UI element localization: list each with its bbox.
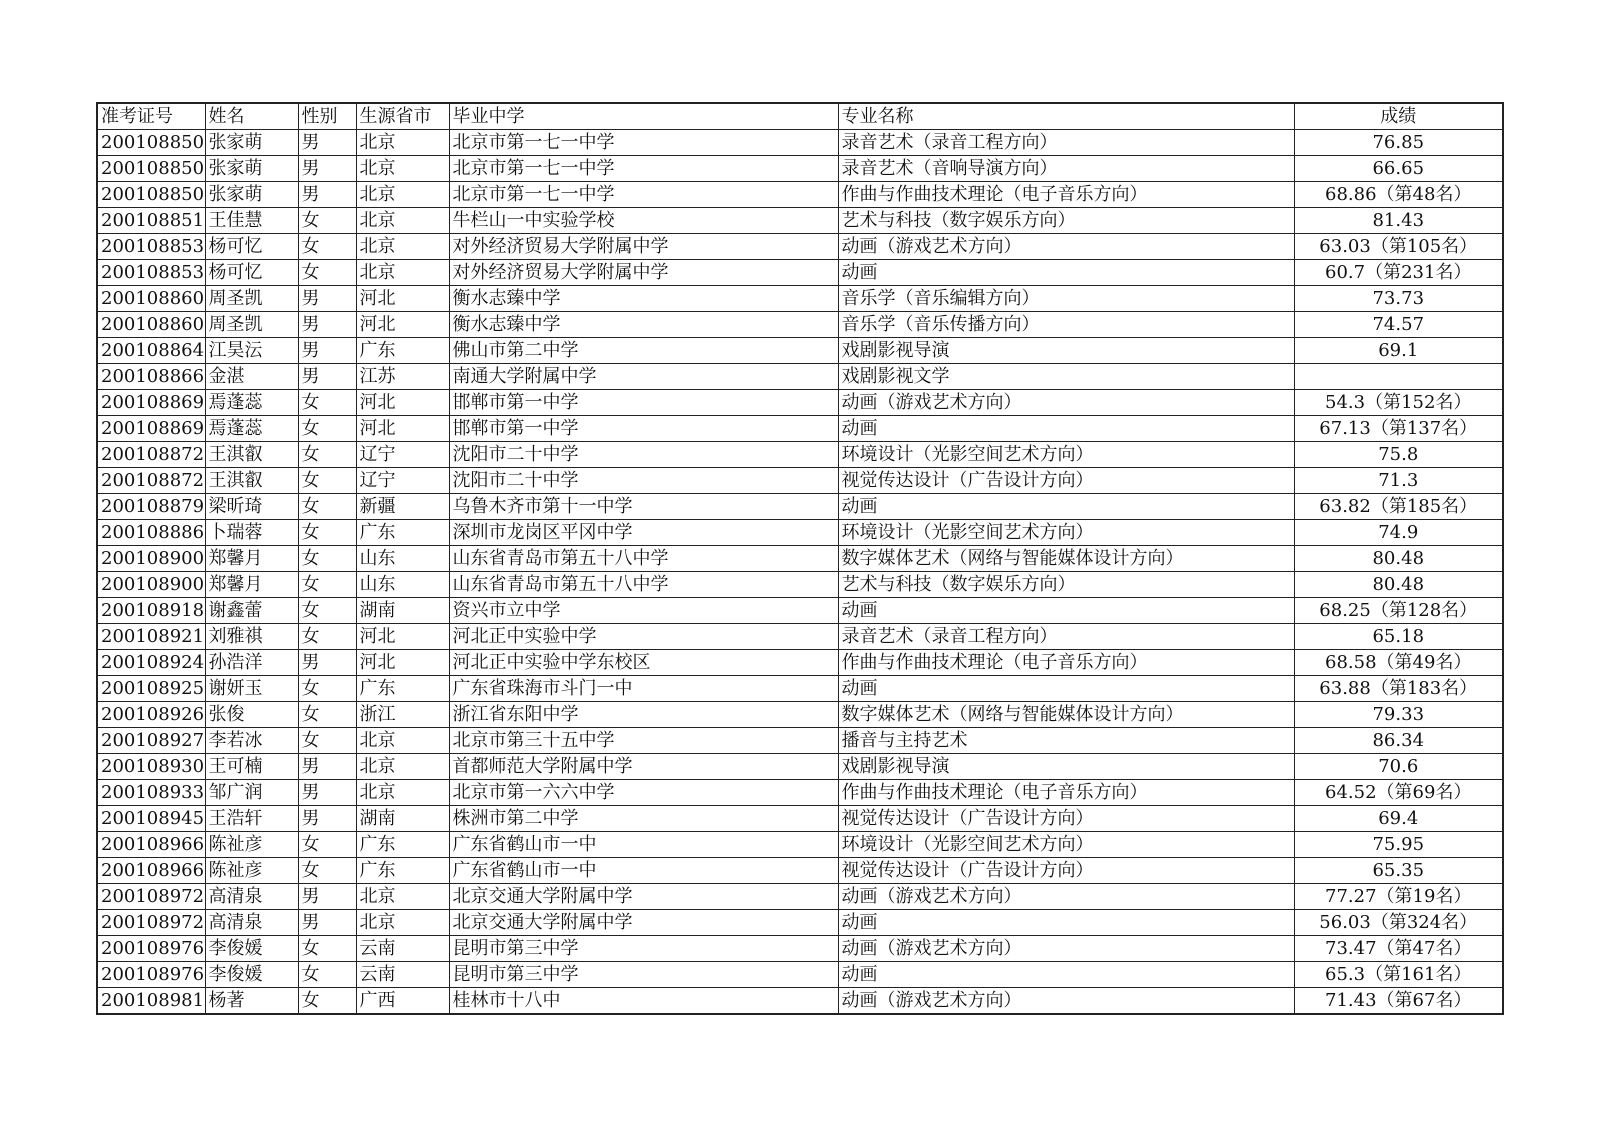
cell-major: 动画 [838, 676, 1294, 702]
cell-high-school: 牛栏山一中实验学校 [449, 208, 838, 234]
cell-name: 李若冰 [205, 728, 298, 754]
cell-exam-id: 200108981 [97, 988, 205, 1015]
cell-major: 动画 [838, 416, 1294, 442]
cell-score: 63.03（第105名） [1294, 234, 1503, 260]
cell-province: 广东 [356, 520, 449, 546]
cell-major: 艺术与科技（数字娱乐方向） [838, 572, 1294, 598]
cell-major: 戏剧影视导演 [838, 754, 1294, 780]
column-header-gender: 性别 [298, 103, 356, 130]
cell-major: 播音与主持艺术 [838, 728, 1294, 754]
table-row [97, 910, 1503, 936]
cell-high-school: 北京交通大学附属中学 [449, 884, 838, 910]
cell-score: 74.57 [1294, 312, 1503, 338]
cell-major: 数字媒体艺术（网络与智能媒体设计方向） [838, 546, 1294, 572]
cell-exam-id: 200108918 [97, 598, 205, 624]
cell-province: 云南 [356, 962, 449, 988]
cell-province: 广东 [356, 676, 449, 702]
cell-gender: 男 [298, 130, 356, 156]
cell-province: 新疆 [356, 494, 449, 520]
table-row [97, 156, 1503, 182]
cell-score: 68.86（第48名） [1294, 182, 1503, 208]
cell-score: 75.8 [1294, 442, 1503, 468]
cell-major: 音乐学（音乐传播方向） [838, 312, 1294, 338]
cell-major: 环境设计（光影空间艺术方向） [838, 442, 1294, 468]
cell-major: 视觉传达设计（广告设计方向） [838, 806, 1294, 832]
cell-name: 杨著 [205, 988, 298, 1015]
table-row [97, 546, 1503, 572]
cell-high-school: 广东省鹤山市一中 [449, 858, 838, 884]
cell-score: 65.35 [1294, 858, 1503, 884]
results-sheet [96, 102, 1502, 1015]
cell-major: 录音艺术（录音工程方向） [838, 130, 1294, 156]
column-header-score: 成绩 [1294, 103, 1503, 130]
table-row [97, 364, 1503, 390]
cell-high-school: 沈阳市二十中学 [449, 468, 838, 494]
column-header-major: 专业名称 [838, 103, 1294, 130]
cell-high-school: 北京市第一七一中学 [449, 130, 838, 156]
cell-province: 广东 [356, 858, 449, 884]
cell-province: 山东 [356, 572, 449, 598]
table-row [97, 598, 1503, 624]
cell-gender: 女 [298, 832, 356, 858]
cell-exam-id: 200108966 [97, 858, 205, 884]
cell-high-school: 山东省青岛市第五十八中学 [449, 572, 838, 598]
table-row [97, 442, 1503, 468]
cell-province: 广西 [356, 988, 449, 1015]
table-row [97, 806, 1503, 832]
cell-score: 75.95 [1294, 832, 1503, 858]
cell-exam-id: 200108886 [97, 520, 205, 546]
cell-gender: 男 [298, 338, 356, 364]
table-row [97, 260, 1503, 286]
cell-gender: 女 [298, 702, 356, 728]
cell-score: 65.18 [1294, 624, 1503, 650]
cell-gender: 男 [298, 650, 356, 676]
cell-exam-id: 200108860 [97, 286, 205, 312]
cell-name: 邹广润 [205, 780, 298, 806]
cell-high-school: 乌鲁木齐市第十一中学 [449, 494, 838, 520]
cell-province: 河北 [356, 624, 449, 650]
table-row [97, 312, 1503, 338]
cell-name: 周圣凯 [205, 312, 298, 338]
cell-high-school: 昆明市第三中学 [449, 936, 838, 962]
table-row [97, 338, 1503, 364]
cell-high-school: 株洲市第二中学 [449, 806, 838, 832]
cell-major: 环境设计（光影空间艺术方向） [838, 832, 1294, 858]
cell-province: 北京 [356, 260, 449, 286]
cell-name: 王可楠 [205, 754, 298, 780]
cell-name: 张家萌 [205, 182, 298, 208]
table-row [97, 130, 1503, 156]
cell-exam-id: 200108850 [97, 130, 205, 156]
cell-gender: 女 [298, 572, 356, 598]
cell-high-school: 对外经济贸易大学附属中学 [449, 234, 838, 260]
cell-score: 81.43 [1294, 208, 1503, 234]
cell-province: 河北 [356, 650, 449, 676]
cell-name: 谢妍玉 [205, 676, 298, 702]
cell-name: 焉蓬蕊 [205, 416, 298, 442]
cell-gender: 女 [298, 598, 356, 624]
table-row [97, 234, 1503, 260]
cell-high-school: 北京市第一七一中学 [449, 182, 838, 208]
column-header-name: 姓名 [205, 103, 298, 130]
cell-major: 戏剧影视导演 [838, 338, 1294, 364]
cell-exam-id: 200108864 [97, 338, 205, 364]
cell-high-school: 广东省珠海市斗门一中 [449, 676, 838, 702]
column-header-exam-id: 准考证号 [97, 103, 205, 130]
cell-high-school: 浙江省东阳中学 [449, 702, 838, 728]
table-row [97, 884, 1503, 910]
table-row [97, 676, 1503, 702]
cell-score: 71.3 [1294, 468, 1503, 494]
cell-province: 北京 [356, 156, 449, 182]
table-row [97, 832, 1503, 858]
table-body [97, 130, 1503, 1015]
cell-gender: 女 [298, 728, 356, 754]
cell-score: 77.27（第19名） [1294, 884, 1503, 910]
cell-name: 刘雅祺 [205, 624, 298, 650]
cell-exam-id: 200108872 [97, 442, 205, 468]
cell-high-school: 广东省鹤山市一中 [449, 832, 838, 858]
cell-major: 艺术与科技（数字娱乐方向） [838, 208, 1294, 234]
cell-exam-id: 200108869 [97, 390, 205, 416]
cell-score: 80.48 [1294, 546, 1503, 572]
cell-high-school: 山东省青岛市第五十八中学 [449, 546, 838, 572]
cell-gender: 男 [298, 182, 356, 208]
cell-province: 浙江 [356, 702, 449, 728]
cell-high-school: 昆明市第三中学 [449, 962, 838, 988]
cell-major: 视觉传达设计（广告设计方向） [838, 468, 1294, 494]
table-header-row [97, 103, 1503, 130]
cell-major: 动画（游戏艺术方向） [838, 234, 1294, 260]
cell-exam-id: 200108869 [97, 416, 205, 442]
cell-name: 李俊媛 [205, 962, 298, 988]
cell-province: 湖南 [356, 806, 449, 832]
cell-high-school: 深圳市龙岗区平冈中学 [449, 520, 838, 546]
cell-province: 北京 [356, 234, 449, 260]
cell-gender: 男 [298, 312, 356, 338]
cell-name: 杨可忆 [205, 260, 298, 286]
cell-high-school: 南通大学附属中学 [449, 364, 838, 390]
cell-high-school: 河北正中实验中学东校区 [449, 650, 838, 676]
cell-exam-id: 200108921 [97, 624, 205, 650]
cell-gender: 女 [298, 234, 356, 260]
table-row [97, 988, 1503, 1015]
cell-score: 64.52（第69名） [1294, 780, 1503, 806]
cell-major: 动画（游戏艺术方向） [838, 390, 1294, 416]
table-row [97, 780, 1503, 806]
cell-score: 63.82（第185名） [1294, 494, 1503, 520]
table-row [97, 208, 1503, 234]
cell-exam-id: 200108926 [97, 702, 205, 728]
cell-province: 北京 [356, 884, 449, 910]
cell-name: 金湛 [205, 364, 298, 390]
cell-exam-id: 200108924 [97, 650, 205, 676]
cell-name: 周圣凯 [205, 286, 298, 312]
cell-name: 张俊 [205, 702, 298, 728]
table-row [97, 416, 1503, 442]
cell-name: 高清泉 [205, 910, 298, 936]
cell-exam-id: 200108972 [97, 884, 205, 910]
cell-gender: 男 [298, 286, 356, 312]
table-row [97, 728, 1503, 754]
cell-high-school: 邯郸市第一中学 [449, 416, 838, 442]
cell-gender: 女 [298, 858, 356, 884]
cell-gender: 男 [298, 780, 356, 806]
cell-exam-id: 200108976 [97, 962, 205, 988]
cell-major: 录音艺术（音响导演方向） [838, 156, 1294, 182]
table-row [97, 650, 1503, 676]
cell-major: 音乐学（音乐编辑方向） [838, 286, 1294, 312]
cell-gender: 男 [298, 884, 356, 910]
cell-high-school: 北京市第三十五中学 [449, 728, 838, 754]
cell-gender: 女 [298, 442, 356, 468]
cell-high-school: 北京市第一六六中学 [449, 780, 838, 806]
cell-exam-id: 200108925 [97, 676, 205, 702]
cell-exam-id: 200108850 [97, 182, 205, 208]
cell-high-school: 衡水志臻中学 [449, 286, 838, 312]
cell-gender: 女 [298, 260, 356, 286]
cell-score: 86.34 [1294, 728, 1503, 754]
results-table [96, 102, 1504, 1015]
cell-exam-id: 200108900 [97, 572, 205, 598]
cell-province: 辽宁 [356, 468, 449, 494]
cell-major: 动画 [838, 260, 1294, 286]
cell-name: 孙浩洋 [205, 650, 298, 676]
cell-province: 北京 [356, 780, 449, 806]
cell-score: 69.1 [1294, 338, 1503, 364]
cell-name: 王淇叡 [205, 442, 298, 468]
cell-province: 北京 [356, 728, 449, 754]
cell-province: 辽宁 [356, 442, 449, 468]
table-row [97, 390, 1503, 416]
cell-province: 北京 [356, 208, 449, 234]
cell-exam-id: 200108879 [97, 494, 205, 520]
cell-high-school: 桂林市十八中 [449, 988, 838, 1015]
cell-score [1294, 364, 1503, 390]
cell-major: 动画 [838, 962, 1294, 988]
cell-high-school: 北京市第一七一中学 [449, 156, 838, 182]
cell-name: 王佳慧 [205, 208, 298, 234]
cell-gender: 女 [298, 390, 356, 416]
cell-name: 张家萌 [205, 130, 298, 156]
table-row [97, 936, 1503, 962]
cell-gender: 女 [298, 962, 356, 988]
cell-exam-id: 200108933 [97, 780, 205, 806]
cell-score: 56.03（第324名） [1294, 910, 1503, 936]
cell-major: 动画 [838, 598, 1294, 624]
table-row [97, 624, 1503, 650]
cell-name: 卜瑞蓉 [205, 520, 298, 546]
cell-province: 山东 [356, 546, 449, 572]
cell-score: 67.13（第137名） [1294, 416, 1503, 442]
cell-name: 张家萌 [205, 156, 298, 182]
cell-province: 河北 [356, 416, 449, 442]
cell-score: 68.58（第49名） [1294, 650, 1503, 676]
cell-name: 王浩轩 [205, 806, 298, 832]
cell-high-school: 首都师范大学附属中学 [449, 754, 838, 780]
cell-score: 79.33 [1294, 702, 1503, 728]
cell-high-school: 佛山市第二中学 [449, 338, 838, 364]
table-row [97, 494, 1503, 520]
cell-gender: 女 [298, 468, 356, 494]
cell-high-school: 河北正中实验中学 [449, 624, 838, 650]
cell-gender: 男 [298, 364, 356, 390]
cell-province: 河北 [356, 286, 449, 312]
cell-exam-id: 200108927 [97, 728, 205, 754]
cell-name: 谢鑫蕾 [205, 598, 298, 624]
table-row [97, 754, 1503, 780]
cell-score: 71.43（第67名） [1294, 988, 1503, 1015]
cell-exam-id: 200108900 [97, 546, 205, 572]
cell-major: 动画（游戏艺术方向） [838, 988, 1294, 1015]
cell-name: 梁昕琦 [205, 494, 298, 520]
cell-score: 68.25（第128名） [1294, 598, 1503, 624]
cell-high-school: 衡水志臻中学 [449, 312, 838, 338]
table-row [97, 858, 1503, 884]
cell-province: 湖南 [356, 598, 449, 624]
cell-score: 60.7（第231名） [1294, 260, 1503, 286]
cell-name: 王淇叡 [205, 468, 298, 494]
table-row [97, 702, 1503, 728]
cell-high-school: 北京交通大学附属中学 [449, 910, 838, 936]
cell-province: 云南 [356, 936, 449, 962]
cell-gender: 女 [298, 546, 356, 572]
cell-major: 作曲与作曲技术理论（电子音乐方向） [838, 780, 1294, 806]
cell-gender: 女 [298, 676, 356, 702]
cell-gender: 女 [298, 936, 356, 962]
cell-high-school: 邯郸市第一中学 [449, 390, 838, 416]
cell-name: 江昊沄 [205, 338, 298, 364]
table-row [97, 962, 1503, 988]
column-header-province: 生源省市 [356, 103, 449, 130]
cell-province: 北京 [356, 130, 449, 156]
cell-high-school: 沈阳市二十中学 [449, 442, 838, 468]
cell-exam-id: 200108853 [97, 260, 205, 286]
cell-exam-id: 200108972 [97, 910, 205, 936]
cell-major: 戏剧影视文学 [838, 364, 1294, 390]
cell-exam-id: 200108966 [97, 832, 205, 858]
cell-name: 高清泉 [205, 884, 298, 910]
cell-gender: 女 [298, 208, 356, 234]
cell-name: 杨可忆 [205, 234, 298, 260]
cell-score: 54.3（第152名） [1294, 390, 1503, 416]
cell-exam-id: 200108976 [97, 936, 205, 962]
cell-gender: 男 [298, 806, 356, 832]
cell-province: 江苏 [356, 364, 449, 390]
cell-major: 作曲与作曲技术理论（电子音乐方向） [838, 650, 1294, 676]
cell-exam-id: 200108850 [97, 156, 205, 182]
cell-score: 73.47（第47名） [1294, 936, 1503, 962]
cell-province: 河北 [356, 312, 449, 338]
cell-major: 视觉传达设计（广告设计方向） [838, 858, 1294, 884]
cell-score: 74.9 [1294, 520, 1503, 546]
cell-major: 作曲与作曲技术理论（电子音乐方向） [838, 182, 1294, 208]
column-header-high-school: 毕业中学 [449, 103, 838, 130]
table-row [97, 286, 1503, 312]
cell-exam-id: 200108853 [97, 234, 205, 260]
table-row [97, 520, 1503, 546]
cell-major: 录音艺术（录音工程方向） [838, 624, 1294, 650]
cell-major: 动画 [838, 494, 1294, 520]
cell-score: 73.73 [1294, 286, 1503, 312]
cell-exam-id: 200108930 [97, 754, 205, 780]
cell-gender: 女 [298, 520, 356, 546]
cell-province: 北京 [356, 182, 449, 208]
cell-province: 广东 [356, 832, 449, 858]
cell-name: 陈祉彦 [205, 832, 298, 858]
cell-gender: 男 [298, 754, 356, 780]
cell-high-school: 对外经济贸易大学附属中学 [449, 260, 838, 286]
cell-score: 80.48 [1294, 572, 1503, 598]
cell-name: 陈祉彦 [205, 858, 298, 884]
cell-score: 65.3（第161名） [1294, 962, 1503, 988]
cell-province: 河北 [356, 390, 449, 416]
cell-major: 数字媒体艺术（网络与智能媒体设计方向） [838, 702, 1294, 728]
table-row [97, 468, 1503, 494]
table-row [97, 182, 1503, 208]
cell-exam-id: 200108866 [97, 364, 205, 390]
cell-gender: 女 [298, 988, 356, 1015]
cell-score: 66.65 [1294, 156, 1503, 182]
cell-exam-id: 200108851 [97, 208, 205, 234]
cell-exam-id: 200108945 [97, 806, 205, 832]
cell-exam-id: 200108872 [97, 468, 205, 494]
cell-major: 动画（游戏艺术方向） [838, 884, 1294, 910]
cell-gender: 女 [298, 416, 356, 442]
cell-score: 63.88（第183名） [1294, 676, 1503, 702]
cell-name: 郑馨月 [205, 572, 298, 598]
cell-exam-id: 200108860 [97, 312, 205, 338]
cell-province: 北京 [356, 910, 449, 936]
table-row [97, 572, 1503, 598]
cell-name: 焉蓬蕊 [205, 390, 298, 416]
cell-score: 76.85 [1294, 130, 1503, 156]
cell-gender: 男 [298, 156, 356, 182]
cell-gender: 男 [298, 910, 356, 936]
cell-major: 动画（游戏艺术方向） [838, 936, 1294, 962]
cell-gender: 女 [298, 624, 356, 650]
cell-high-school: 资兴市立中学 [449, 598, 838, 624]
cell-major: 动画 [838, 910, 1294, 936]
cell-name: 郑馨月 [205, 546, 298, 572]
cell-score: 69.4 [1294, 806, 1503, 832]
cell-major: 环境设计（光影空间艺术方向） [838, 520, 1294, 546]
cell-name: 李俊媛 [205, 936, 298, 962]
cell-score: 70.6 [1294, 754, 1503, 780]
cell-province: 北京 [356, 754, 449, 780]
cell-gender: 女 [298, 494, 356, 520]
cell-province: 广东 [356, 338, 449, 364]
